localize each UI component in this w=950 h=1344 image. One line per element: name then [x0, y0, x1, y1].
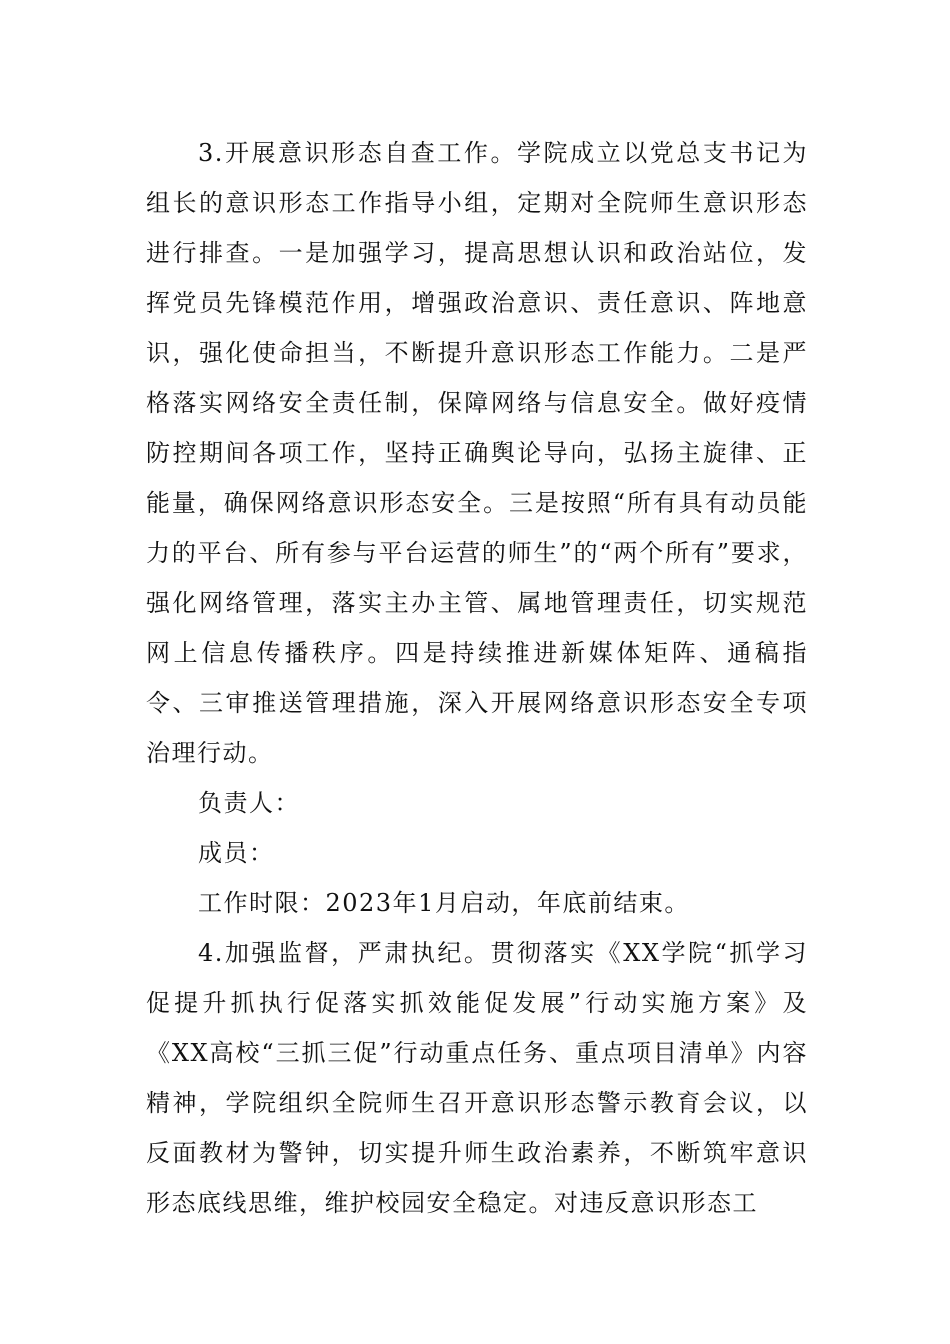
document-body	[146, 128, 808, 1228]
paragraph-members: 成员：	[198, 839, 275, 867]
paragraph-supervision: 4.加强监督，严肃执纪。贯彻落实《XX学院“抓学习促提升抓执行促落实抓效能促发展”行动实施方案》及《XX高校“三抓三促”行动重点任务、重点项目清单》内容精神，学院组织全院师生召开意识形态警示教育会议，以反面教材为警钟，切实提升师生政治素养，不断筑牢意识形态底线思维，维护校园安全稳定。对违反意识形态工	[146, 939, 808, 1217]
paragraph-self-inspection: 3.开展意识形态自查工作。学院成立以党总支书记为组长的意识形态工作指导小组，定期对全院师生意识形态进行排查。一是加强学习，提高思想认识和政治站位，发挥党员先锋模范作用，增强政治意识、责任意识、阵地意识，强化使命担当，不断提升意识形态工作能力。二是严格落实网络安全责任制，保障网络与信息安全。做好疫情防控期间各项工作，坚持正确舆论导向，弘扬主旋律、正能量，确保网络意识形态安全。三是按照“所有具有动员能力的平台、所有参与平台运营的师生”的“两个所有”要求，强化网络管理，落实主办主管、属地管理责任，切实规范网上信息传播秩序。四是持续推进新媒体矩阵、通稿指令、三审推送管理措施，深入开展网络意识形态安全专项治理行动。	[146, 139, 808, 767]
paragraph-time-limit: 工作时限：2023年1月启动，年底前结束。	[198, 889, 690, 917]
paragraph-person-in-charge: 负责人：	[198, 789, 300, 817]
